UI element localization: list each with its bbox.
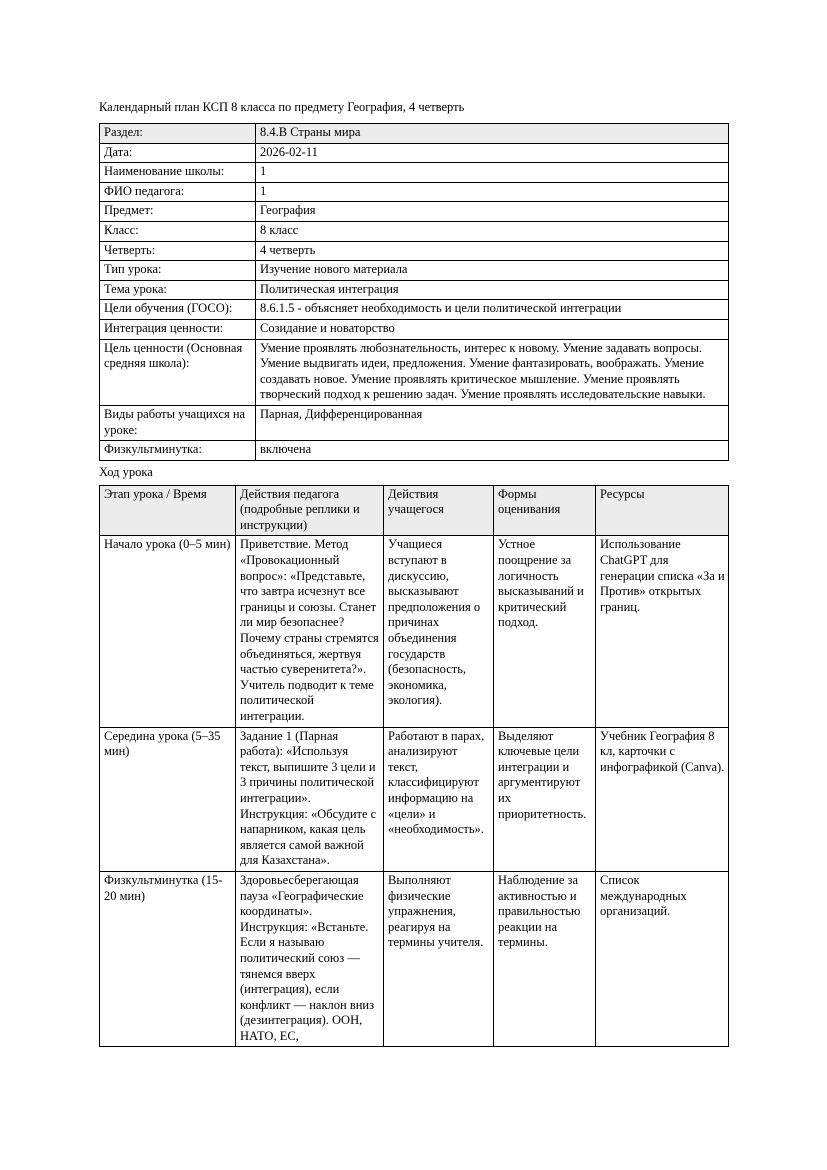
table-row [100,536,729,727]
info-value-cell: 1 [256,182,729,202]
document-body [99,99,728,1047]
table-row [100,280,729,300]
table-row [100,339,729,405]
column-header-student-actions: Действия учащегося [384,485,494,536]
info-value-cell: Парная, Дифференцированная [256,405,729,440]
info-value-cell: 2026-02-11 [256,143,729,163]
table-row [100,163,729,183]
info-value-cell: 1 [256,163,729,183]
info-value-cell: Политическая интеграция [256,280,729,300]
table-row [100,124,729,144]
stage-cell: Середина урока (5–35 мин) [100,727,236,871]
student-actions-cell: Выполняют физические упражнения, реагируя на термины учителя. [384,871,494,1047]
table-header-row [100,485,729,536]
student-actions-cell: Работают в парах, анализируют текст, классифицируют информацию на «цели» и «необходимость». [384,727,494,871]
info-value-cell: 4 четверть [256,241,729,261]
assessment-cell: Наблюдение за активностью и правильностью реакции на термины. [494,871,596,1047]
table-row [100,241,729,261]
info-label-cell: Цели обучения (ГОСО): [100,300,256,320]
info-value-cell: География [256,202,729,222]
info-label-cell: Тема урока: [100,280,256,300]
resources-cell: Использование ChatGPT для генерации списка «За и Против» открытых границ. [596,536,729,727]
info-value-cell: Созидание и новаторство [256,319,729,339]
page-title: Календарный план КСП 8 класса по предмету География, 4 четверть [99,100,465,114]
info-label-cell: Цель ценности (Основная средняя школа): [100,339,256,405]
table-row [100,300,729,320]
teacher-actions-cell: Задание 1 (Парная работа): «Используя текст, выпишите 3 цели и 3 причины политической интеграции». Инструкция: «Обсудите с напарником, какая цель является самой важной для Казахстана». [236,727,384,871]
info-label-cell: Класс: [100,221,256,241]
info-label-cell: Тип урока: [100,261,256,281]
info-label-cell: Виды работы учащихся на уроке: [100,405,256,440]
table-row [100,143,729,163]
stage-cell: Начало урока (0–5 мин) [100,536,236,727]
lesson-info-table [99,123,729,461]
info-label-cell: Четверть: [100,241,256,261]
lesson-flow-head [100,485,729,536]
info-label-cell: ФИО педагога: [100,182,256,202]
lesson-info-body [100,124,729,461]
table-row [100,182,729,202]
student-actions-cell: Учащиеся вступают в дискуссию, высказывают предположения о причинах объединения государств (безопасность, экономика, экология). [384,536,494,727]
teacher-actions-cell: Приветствие. Метод «Провокационный вопрос»: «Представьте, что завтра исчезнут все границы и союзы. Станет ли мир безопаснее? Почему страны стремятся объединяться, жертвуя частью суверенитета?». Учитель подводит к теме политической интеграции. [236,536,384,727]
lesson-flow-body [100,536,729,1047]
lesson-flow-heading: Ход урока [99,464,153,479]
assessment-cell: Устное поощрение за логичность высказываний и критический подход. [494,536,596,727]
column-header-stage: Этап урока / Время [100,485,236,536]
table-row [100,319,729,339]
lesson-flow-table [99,485,729,1048]
info-value-cell: включена [256,441,729,461]
table-row [100,261,729,281]
teacher-actions-cell: Здоровьесберегающая пауза «Географические координаты». Инструкция: «Встаньте. Если я называю политический союз — тянемся вверх (интеграция), если конфликт — наклон вниз (дезинтеграция). ООН, НАТО, ЕС, [236,871,384,1047]
column-header-resources: Ресурсы [596,485,729,536]
info-label-cell: Наименование школы: [100,163,256,183]
info-value-cell: Умение проявлять любознательность, интерес к новому. Умение задавать вопросы. Умение выдвигать идеи, предложения. Умение фантазировать, воображать. Умение создавать новое. Умение проявлять критическое мышление. Умение проявлять творческий подход к решению задач. Умение проявлять исследовательские навыки. [256,339,729,405]
column-header-teacher-actions: Действия педагога (подробные реплики и инструкции) [236,485,384,536]
resources-cell: Список международных организаций. [596,871,729,1047]
table-row [100,221,729,241]
assessment-cell: Выделяют ключевые цели интеграции и аргументируют их приоритетность. [494,727,596,871]
info-value-cell: 8.6.1.5 - объясняет необходимость и цели политической интеграции [256,300,729,320]
info-value-cell: 8.4.B Страны мира [256,124,729,144]
info-label-cell: Интеграция ценности: [100,319,256,339]
info-label-cell: Предмет: [100,202,256,222]
info-value-cell: 8 класс [256,221,729,241]
stage-cell: Физкультминутка (15-20 мин) [100,871,236,1047]
column-header-assessment-forms: Формы оценивания [494,485,596,536]
table-row [100,727,729,871]
table-row [100,871,729,1047]
info-value-cell: Изучение нового материала [256,261,729,281]
table-row [100,202,729,222]
table-row [100,441,729,461]
info-label-cell: Дата: [100,143,256,163]
resources-cell: Учебник География 8 кл, карточки с инфографикой (Canva). [596,727,729,871]
info-label-cell: Физкультминутка: [100,441,256,461]
table-row [100,405,729,440]
info-label-cell: Раздел: [100,124,256,144]
